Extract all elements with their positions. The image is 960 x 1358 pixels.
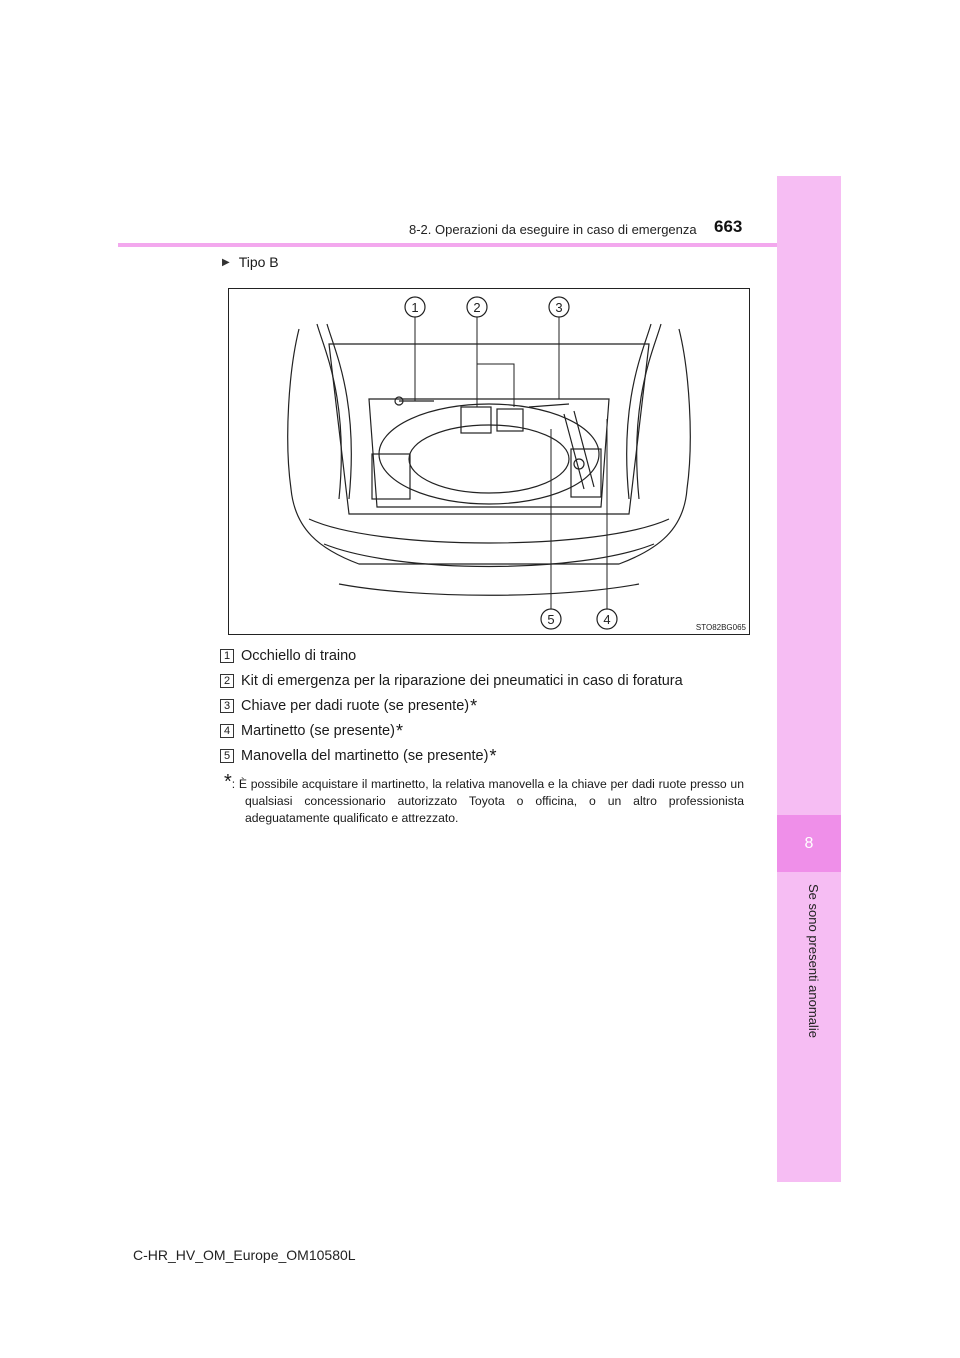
trunk-floor — [369, 399, 609, 507]
callout-3-label: 3 — [555, 300, 563, 315]
jack — [564, 411, 594, 489]
chapter-number: 8 — [777, 815, 841, 872]
legend-text: Kit di emergenza per la riparazione dei pneumatici in caso di foratura — [241, 672, 683, 689]
spare-tire-tray — [379, 404, 599, 504]
legend-text: Manovella del martinetto (se presente) — [241, 747, 489, 764]
legend-text: Chiave per dadi ruote (se presente) — [241, 697, 470, 714]
header-section-title: 8-2. Operazioni da eseguire in caso di emergenza — [409, 222, 697, 237]
page-number: 663 — [714, 217, 743, 236]
repair-kit — [461, 407, 491, 433]
legend-item — [220, 643, 760, 668]
legend-item: 5 Manovella del martinetto (se presente) * — [220, 743, 760, 768]
footnote — [224, 771, 744, 827]
header-divider — [118, 243, 777, 247]
bumper-lower — [324, 544, 654, 567]
type-label-text: Tipo B — [238, 254, 279, 270]
document-code-footer: C-HR_HV_OM_Europe_OM10580L — [133, 1247, 356, 1263]
callout-2-label: 2 — [473, 300, 481, 315]
trunk-drawing — [229, 289, 749, 634]
wheel-wrench — [529, 404, 569, 407]
legend-number: 1 — [220, 649, 234, 663]
footnote-text: : È possibile acquistare il martinetto, la relativa manovella e la chiave per dadi ruote presso un qualsiasi concessionario autorizzato Toyota o officina, o un altro professionista adeguatamente qualificato e attrezzato. — [231, 777, 744, 825]
callout-5-label: 5 — [547, 612, 555, 627]
legend-item: 4 Martinetto (se presente) * — [220, 718, 760, 743]
legend-text: Martinetto (se presente) — [241, 722, 395, 739]
legend-number: 4 — [220, 724, 234, 738]
bumper-line — [309, 519, 669, 543]
legend-number: 2 — [220, 674, 234, 688]
callout-legend — [220, 643, 760, 768]
chapter-title: Se sono presenti anomalie — [806, 884, 821, 1038]
legend-text: Occhiello di traino — [241, 647, 357, 664]
legend-number: 3 — [220, 699, 234, 713]
trunk-illustration — [228, 288, 750, 635]
legend-item: 3 Chiave per dadi ruote (se presente) * — [220, 693, 760, 718]
legend-number: 5 — [220, 749, 234, 763]
triangle-bullet-icon: ▶ — [222, 256, 230, 268]
footnote-asterisk: * — [224, 771, 232, 793]
callout-1-label: 1 — [411, 300, 419, 315]
type-label — [222, 254, 279, 270]
figure-code: STO82BG065 — [695, 623, 746, 632]
callout-4-label: 4 — [603, 612, 611, 627]
legend-item — [220, 668, 760, 693]
